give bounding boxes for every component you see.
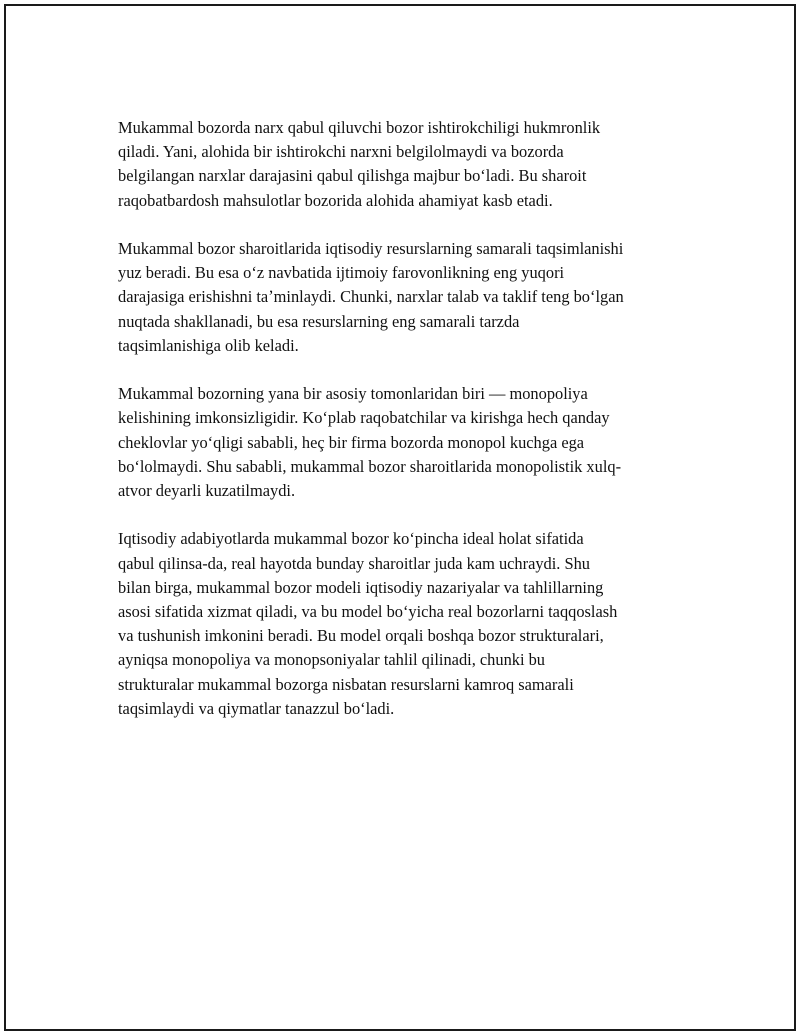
text-line: bilan birga, mukammal bozor modeli iqtisodiy nazariyalar va tahlillarning xyxy=(118,577,604,597)
text-line: Mukammal bozor sharoitlarida iqtisodiy resurslarning samarali taqsimlanishi xyxy=(118,239,624,258)
text-line: kelishining imkonsizligidir. Koʻplab raqobatchilar va kirishga hech qanday xyxy=(118,408,610,428)
text-line: boʻlolmaydi. Shu sababli, mukammal bozor sharoitlarida monopolistik xulq- xyxy=(118,456,622,476)
text-line: Mukammal bozorda narx qabul qiluvchi bozor ishtirokchiligi hukmronlik xyxy=(118,118,601,137)
text-line: darajasiga erishishni taʼminlaydi. Chunki, narxlar talab va taklif teng boʻlgan xyxy=(118,287,624,307)
text-line: Iqtisodiy adabiyotlarda mukammal bozor koʻpincha ideal holat sifatida xyxy=(118,529,584,549)
paragraph-4 xyxy=(118,527,686,721)
text-line: Mukammal bozorning yana bir asosiy tomonlaridan biri — monopoliya xyxy=(118,384,588,404)
text-line: nuqtada shakllanadi, bu esa resurslarning eng samarali tarzda xyxy=(118,311,520,331)
text-line: va tushunish imkonini beradi. Bu model orqali boshqa bozor strukturalari, xyxy=(118,626,604,646)
text-line: ayniqsa monopoliya va monopsoniyalar tahlil qilinadi, chunki bu xyxy=(118,650,545,670)
text-line: yuz beradi. Bu esa oʻz navbatida ijtimoiy farovonlikning eng yuqori xyxy=(118,263,565,283)
text-line: belgilangan narxlar darajasini qabul qilishga majbur boʻladi. Bu sharoit xyxy=(118,166,587,186)
text-line: taqsimlanishiga olib keladi. xyxy=(118,335,299,355)
text-line: cheklovlar yoʻqligi sababli, heç bir firma bozorda monopol kuchga ega xyxy=(118,432,585,452)
paragraph-3 xyxy=(118,382,686,503)
text-line: raqobatbardosh mahsulotlar bozorida alohida ahamiyat kasb etadi. xyxy=(118,190,553,210)
text-line: taqsimlaydi va qiymatlar tanazzul boʻladi. xyxy=(118,698,395,718)
text-line: atvor deyarli kuzatilmaydi. xyxy=(118,481,296,501)
text-line: strukturalar mukammal bozorga nisbatan resurslarni kamroq samarali xyxy=(118,674,574,694)
text-line: qabul qilinsa-da, real hayotda bunday sharoitlar juda kam uchraydi. Shu xyxy=(118,553,591,573)
text-line: qiladi. Yani, alohida bir ishtirokchi narxni belgilolmaydi va bozorda xyxy=(118,142,564,162)
paragraph-2 xyxy=(118,237,686,358)
text-line: asosi sifatida xizmat qiladi, va bu model boʻyicha real bozorlarni taqqoslash xyxy=(118,602,618,622)
paragraph-1 xyxy=(118,116,686,213)
document-body xyxy=(118,116,686,745)
